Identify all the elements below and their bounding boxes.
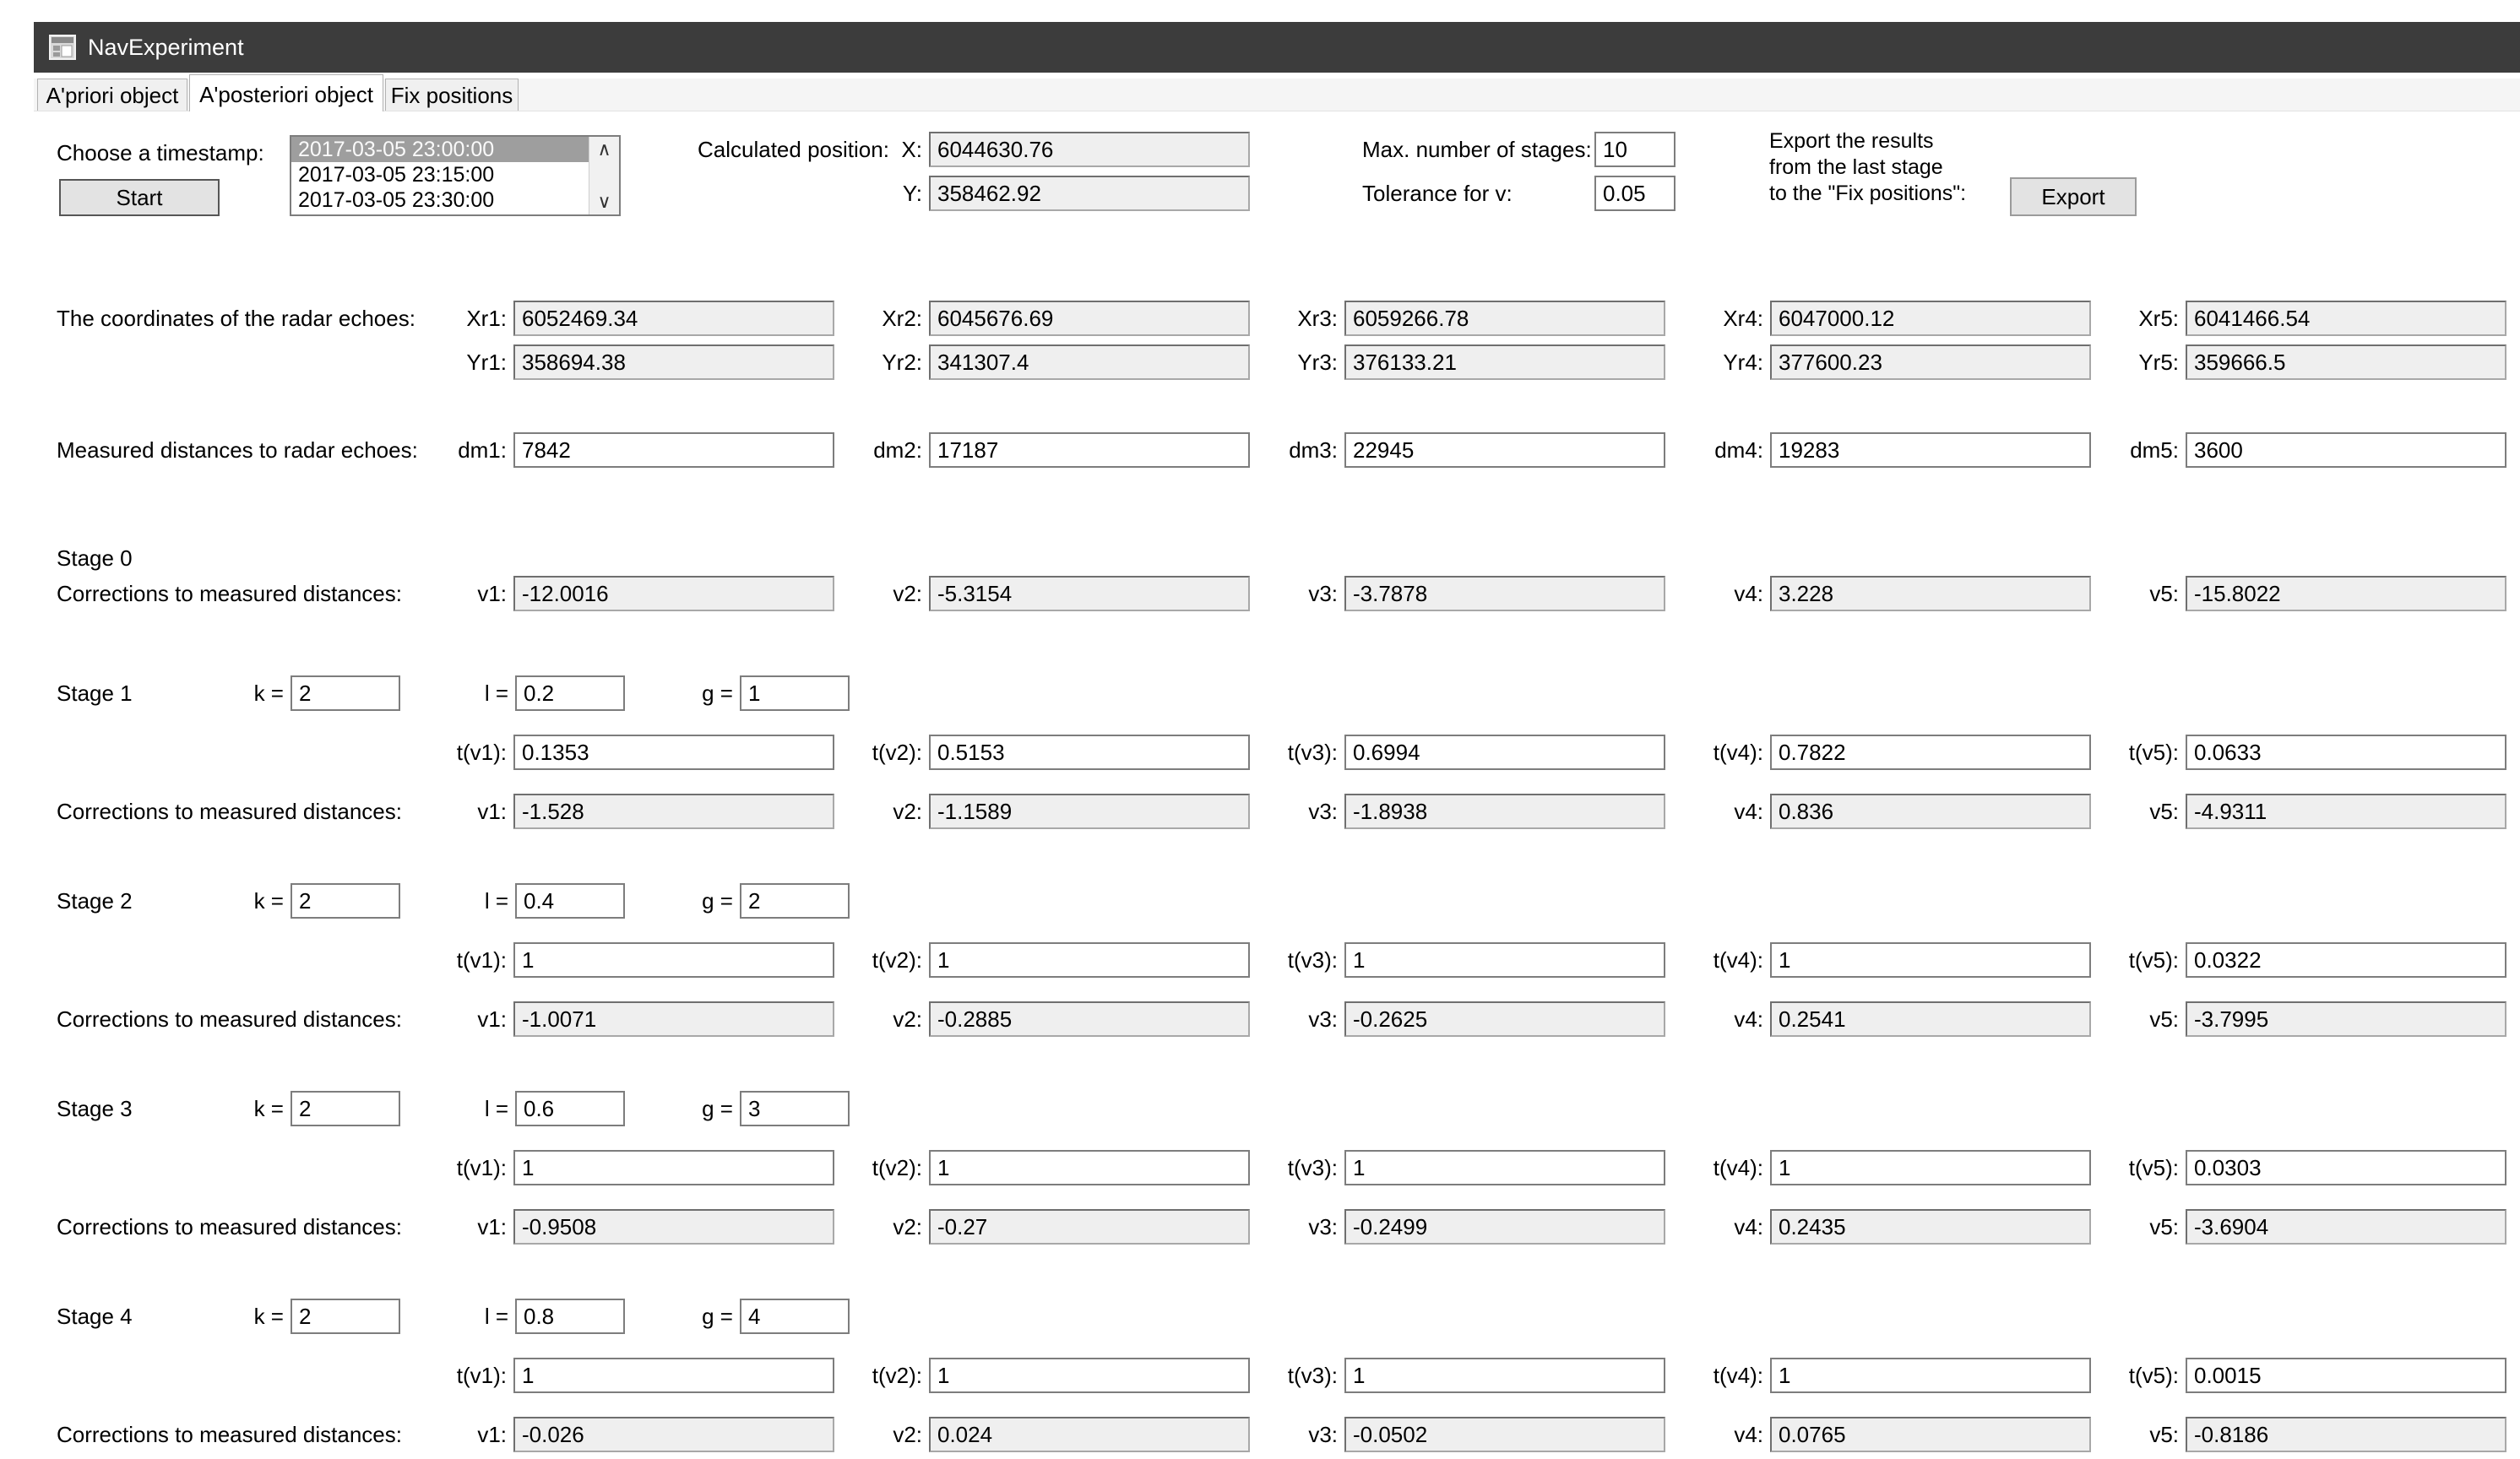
scroll-down-icon[interactable]: ∨: [597, 191, 611, 212]
yr3-label: Yr3:: [1297, 350, 1338, 375]
timestamp-option-selected[interactable]: 2017-03-05 23:00:00: [291, 137, 589, 162]
stage3-v4-field: 0.2435: [1770, 1209, 2091, 1245]
dm5-input[interactable]: [2186, 432, 2506, 468]
dm4-label: dm4:: [1714, 437, 1763, 463]
stage1-v2-field: -1.1589: [929, 794, 1250, 829]
stage2-k-label: k =: [253, 888, 284, 914]
stage1-v2-label: v2:: [893, 799, 922, 824]
stage0-v5-label: v5:: [2149, 581, 2179, 606]
stage3-corrections-label: Corrections to measured distances:: [57, 1214, 402, 1239]
stage3-v2-label: v2:: [893, 1214, 922, 1239]
calculated-position-label: Calculated position:: [698, 137, 889, 162]
stage2-g-input[interactable]: [740, 883, 850, 919]
stage4-tv1-label: t(v1):: [456, 1363, 507, 1388]
echoes-section-label: The coordinates of the radar echoes:: [57, 306, 415, 331]
yr5-field: 359666.5: [2186, 344, 2506, 380]
stage3-tv2-label: t(v2):: [872, 1155, 922, 1180]
stage1-tv2-label: t(v2):: [872, 740, 922, 765]
timestamp-listbox[interactable]: [290, 135, 621, 216]
stage3-v5-field: -3.6904: [2186, 1209, 2506, 1245]
stage4-tv5-label: t(v5):: [2128, 1363, 2179, 1388]
stage1-g-label: g =: [702, 681, 733, 706]
stage2-v2-label: v2:: [893, 1006, 922, 1032]
stage4-v2-label: v2:: [893, 1422, 922, 1447]
stage0-v3-label: v3:: [1308, 581, 1338, 606]
stage4-tv2-input[interactable]: [929, 1358, 1250, 1393]
stage0-v1-field: -12.0016: [513, 576, 834, 611]
start-button[interactable]: Start: [59, 179, 220, 216]
tolerance-label: Tolerance for v:: [1362, 181, 1513, 206]
stage1-tv4-input[interactable]: [1770, 735, 2091, 770]
dm3-label: dm3:: [1289, 437, 1338, 463]
stage2-v5-label: v5:: [2149, 1006, 2179, 1032]
timestamp-option[interactable]: 2017-03-05 23:30:00: [298, 188, 495, 212]
stage3-v1-field: -0.9508: [513, 1209, 834, 1245]
stage3-tv4-label: t(v4):: [1713, 1155, 1763, 1180]
stage2-v3-field: -0.2625: [1344, 1001, 1665, 1037]
stage2-tv1-input[interactable]: [513, 942, 834, 978]
stage4-tv5-input[interactable]: [2186, 1358, 2506, 1393]
dm1-label: dm1:: [458, 437, 507, 463]
xr1-field: 6052469.34: [513, 301, 834, 336]
xr1-label: Xr1:: [466, 306, 507, 331]
stage0-v1-label: v1:: [477, 581, 507, 606]
stage1-v4-label: v4:: [1734, 799, 1763, 824]
tab-aposteriori-object[interactable]: A'posteriori object: [189, 74, 383, 111]
stage3-tv1-input[interactable]: [513, 1150, 834, 1185]
stage2-g-label: g =: [702, 888, 733, 914]
stage2-tv5-label: t(v5):: [2128, 947, 2179, 973]
x-label: X:: [901, 137, 922, 162]
stage1-v1-field: -1.528: [513, 794, 834, 829]
stage2-tv3-input[interactable]: [1344, 942, 1665, 978]
stage3-tv3-label: t(v3):: [1287, 1155, 1338, 1180]
stage2-v4-field: 0.2541: [1770, 1001, 2091, 1037]
window-title: NavExperiment: [88, 34, 244, 60]
yr1-label: Yr1:: [466, 350, 507, 375]
yr4-label: Yr4:: [1723, 350, 1763, 375]
stage2-tv1-label: t(v1):: [456, 947, 507, 973]
xr3-label: Xr3:: [1297, 306, 1338, 331]
stage4-l-input[interactable]: [515, 1299, 625, 1334]
x-value-field: 6044630.76: [929, 132, 1250, 167]
xr3-field: 6059266.78: [1344, 301, 1665, 336]
stage4-v1-field: -0.026: [513, 1417, 834, 1452]
yr3-field: 376133.21: [1344, 344, 1665, 380]
stage4-v5-label: v5:: [2149, 1422, 2179, 1447]
stage4-tv4-label: t(v4):: [1713, 1363, 1763, 1388]
stage4-tv3-label: t(v3):: [1287, 1363, 1338, 1388]
stage2-title: Stage 2: [57, 888, 133, 914]
stage3-k-input[interactable]: [291, 1091, 400, 1126]
y-value-field: 358462.92: [929, 176, 1250, 211]
stage2-tv2-label: t(v2):: [872, 947, 922, 973]
yr4-field: 377600.23: [1770, 344, 2091, 380]
stage3-tv4-input[interactable]: [1770, 1150, 2091, 1185]
stage1-v5-label: v5:: [2149, 799, 2179, 824]
export-note-line: to the "Fix positions":: [1769, 182, 1967, 205]
stage2-corrections-label: Corrections to measured distances:: [57, 1006, 402, 1032]
stage1-tv1-label: t(v1):: [456, 740, 507, 765]
stage3-l-input[interactable]: [515, 1091, 625, 1126]
dm3-input[interactable]: [1344, 432, 1665, 468]
stage4-k-label: k =: [253, 1304, 284, 1329]
stage3-tv5-input[interactable]: [2186, 1150, 2506, 1185]
xr2-label: Xr2:: [882, 306, 922, 331]
stage2-tv2-input[interactable]: [929, 942, 1250, 978]
stage1-tv5-input[interactable]: [2186, 735, 2506, 770]
dm1-input[interactable]: [513, 432, 834, 468]
stage0-v2-field: -5.3154: [929, 576, 1250, 611]
stage1-v5-field: -4.9311: [2186, 794, 2506, 829]
stage4-title: Stage 4: [57, 1304, 133, 1329]
stage4-v3-label: v3:: [1308, 1422, 1338, 1447]
stage2-v2-field: -0.2885: [929, 1001, 1250, 1037]
stage2-tv5-input[interactable]: [2186, 942, 2506, 978]
stage0-title: Stage 0: [57, 545, 133, 571]
max-stages-label: Max. number of stages:: [1362, 137, 1592, 162]
stage1-tv3-input[interactable]: [1344, 735, 1665, 770]
stage2-k-input[interactable]: [291, 883, 400, 919]
stage4-corrections-label: Corrections to measured distances:: [57, 1422, 402, 1447]
tab-fix-positions[interactable]: Fix positions: [385, 79, 519, 111]
stage1-v4-field: 0.836: [1770, 794, 2091, 829]
xr4-field: 6047000.12: [1770, 301, 2091, 336]
stage0-v3-field: -3.7878: [1344, 576, 1665, 611]
stage3-g-input[interactable]: [740, 1091, 850, 1126]
stage4-v4-field: 0.0765: [1770, 1417, 2091, 1452]
stage2-l-label: l =: [484, 888, 508, 914]
stage4-tv3-input[interactable]: [1344, 1358, 1665, 1393]
stage4-l-label: l =: [484, 1304, 508, 1329]
xr2-field: 6045676.69: [929, 301, 1250, 336]
timestamp-option[interactable]: 2017-03-05 23:15:00: [298, 163, 495, 187]
stage2-v1-label: v1:: [477, 1006, 507, 1032]
stage2-v1-field: -1.0071: [513, 1001, 834, 1037]
stage1-corrections-label: Corrections to measured distances:: [57, 799, 402, 824]
scroll-up-icon[interactable]: ∧: [597, 138, 611, 160]
stage1-title: Stage 1: [57, 681, 133, 706]
stage3-v5-label: v5:: [2149, 1214, 2179, 1239]
y-label: Y:: [902, 181, 922, 206]
xr5-label: Xr5:: [2138, 306, 2179, 331]
stage0-v5-field: -15.8022: [2186, 576, 2506, 611]
dm5-label: dm5:: [2130, 437, 2179, 463]
yr5-label: Yr5:: [2138, 350, 2179, 375]
stage1-tv5-label: t(v5):: [2128, 740, 2179, 765]
stage1-l-input[interactable]: [515, 675, 625, 711]
stage0-v2-label: v2:: [893, 581, 922, 606]
stage4-g-label: g =: [702, 1304, 733, 1329]
tab-apriori-object[interactable]: A'priori object: [37, 79, 187, 111]
export-button[interactable]: Export: [2010, 177, 2137, 216]
stage1-g-input[interactable]: [740, 675, 850, 711]
stage3-l-label: l =: [484, 1096, 508, 1121]
xr4-label: Xr4:: [1723, 306, 1763, 331]
dm4-input[interactable]: [1770, 432, 2091, 468]
stage4-g-input[interactable]: [740, 1299, 850, 1334]
distances-section-label: Measured distances to radar echoes:: [57, 437, 418, 463]
stage4-v1-label: v1:: [477, 1422, 507, 1447]
stage3-tv1-label: t(v1):: [456, 1155, 507, 1180]
stage0-v4-label: v4:: [1734, 581, 1763, 606]
stage2-v4-label: v4:: [1734, 1006, 1763, 1032]
yr2-label: Yr2:: [882, 350, 922, 375]
stage1-tv3-label: t(v3):: [1287, 740, 1338, 765]
export-note-line: from the last stage: [1769, 155, 1943, 179]
stage2-v5-field: -3.7995: [2186, 1001, 2506, 1037]
dm2-label: dm2:: [873, 437, 922, 463]
stage2-tv3-label: t(v3):: [1287, 947, 1338, 973]
stage4-v4-label: v4:: [1734, 1422, 1763, 1447]
stage4-tv2-label: t(v2):: [872, 1363, 922, 1388]
stage4-v5-field: -0.8186: [2186, 1417, 2506, 1452]
timestamp-label: Choose a timestamp:: [57, 140, 264, 165]
stage4-tv1-input[interactable]: [513, 1358, 834, 1393]
stage3-title: Stage 3: [57, 1096, 133, 1121]
stage1-v1-label: v1:: [477, 799, 507, 824]
stage3-v1-label: v1:: [477, 1214, 507, 1239]
stage1-l-label: l =: [484, 681, 508, 706]
dm2-input[interactable]: [929, 432, 1250, 468]
stage1-k-label: k =: [253, 681, 284, 706]
stage2-v3-label: v3:: [1308, 1006, 1338, 1032]
stage4-v3-field: -0.0502: [1344, 1417, 1665, 1452]
stage3-v3-label: v3:: [1308, 1214, 1338, 1239]
stage4-tv4-input[interactable]: [1770, 1358, 2091, 1393]
stage1-v3-label: v3:: [1308, 799, 1338, 824]
stage1-tv2-input[interactable]: [929, 735, 1250, 770]
stage2-l-input[interactable]: [515, 883, 625, 919]
app-icon: [47, 32, 78, 62]
stage1-k-input[interactable]: [291, 675, 400, 711]
stage4-v2-field: 0.024: [929, 1417, 1250, 1452]
yr1-field: 358694.38: [513, 344, 834, 380]
export-note-line: Export the results: [1769, 129, 1934, 153]
stage3-v2-field: -0.27: [929, 1209, 1250, 1245]
stage1-v3-field: -1.8938: [1344, 794, 1665, 829]
stage2-tv4-input[interactable]: [1770, 942, 2091, 978]
stage3-g-label: g =: [702, 1096, 733, 1121]
stage0-corrections-label: Corrections to measured distances:: [57, 581, 402, 606]
stage3-tv2-input[interactable]: [929, 1150, 1250, 1185]
listbox-scrollbar[interactable]: [589, 137, 619, 214]
stage4-k-input[interactable]: [291, 1299, 400, 1334]
stage3-v3-field: -0.2499: [1344, 1209, 1665, 1245]
stage3-v4-label: v4:: [1734, 1214, 1763, 1239]
stage3-tv3-input[interactable]: [1344, 1150, 1665, 1185]
stage1-tv4-label: t(v4):: [1713, 740, 1763, 765]
stage0-v4-field: 3.228: [1770, 576, 2091, 611]
max-stages-input[interactable]: [1594, 132, 1675, 167]
stage3-tv5-label: t(v5):: [2128, 1155, 2179, 1180]
title-bar: [34, 22, 2520, 73]
tolerance-input[interactable]: [1594, 176, 1675, 211]
xr5-field: 6041466.54: [2186, 301, 2506, 336]
yr2-field: 341307.4: [929, 344, 1250, 380]
stage2-tv4-label: t(v4):: [1713, 947, 1763, 973]
stage1-tv1-input[interactable]: [513, 735, 834, 770]
stage3-k-label: k =: [253, 1096, 284, 1121]
